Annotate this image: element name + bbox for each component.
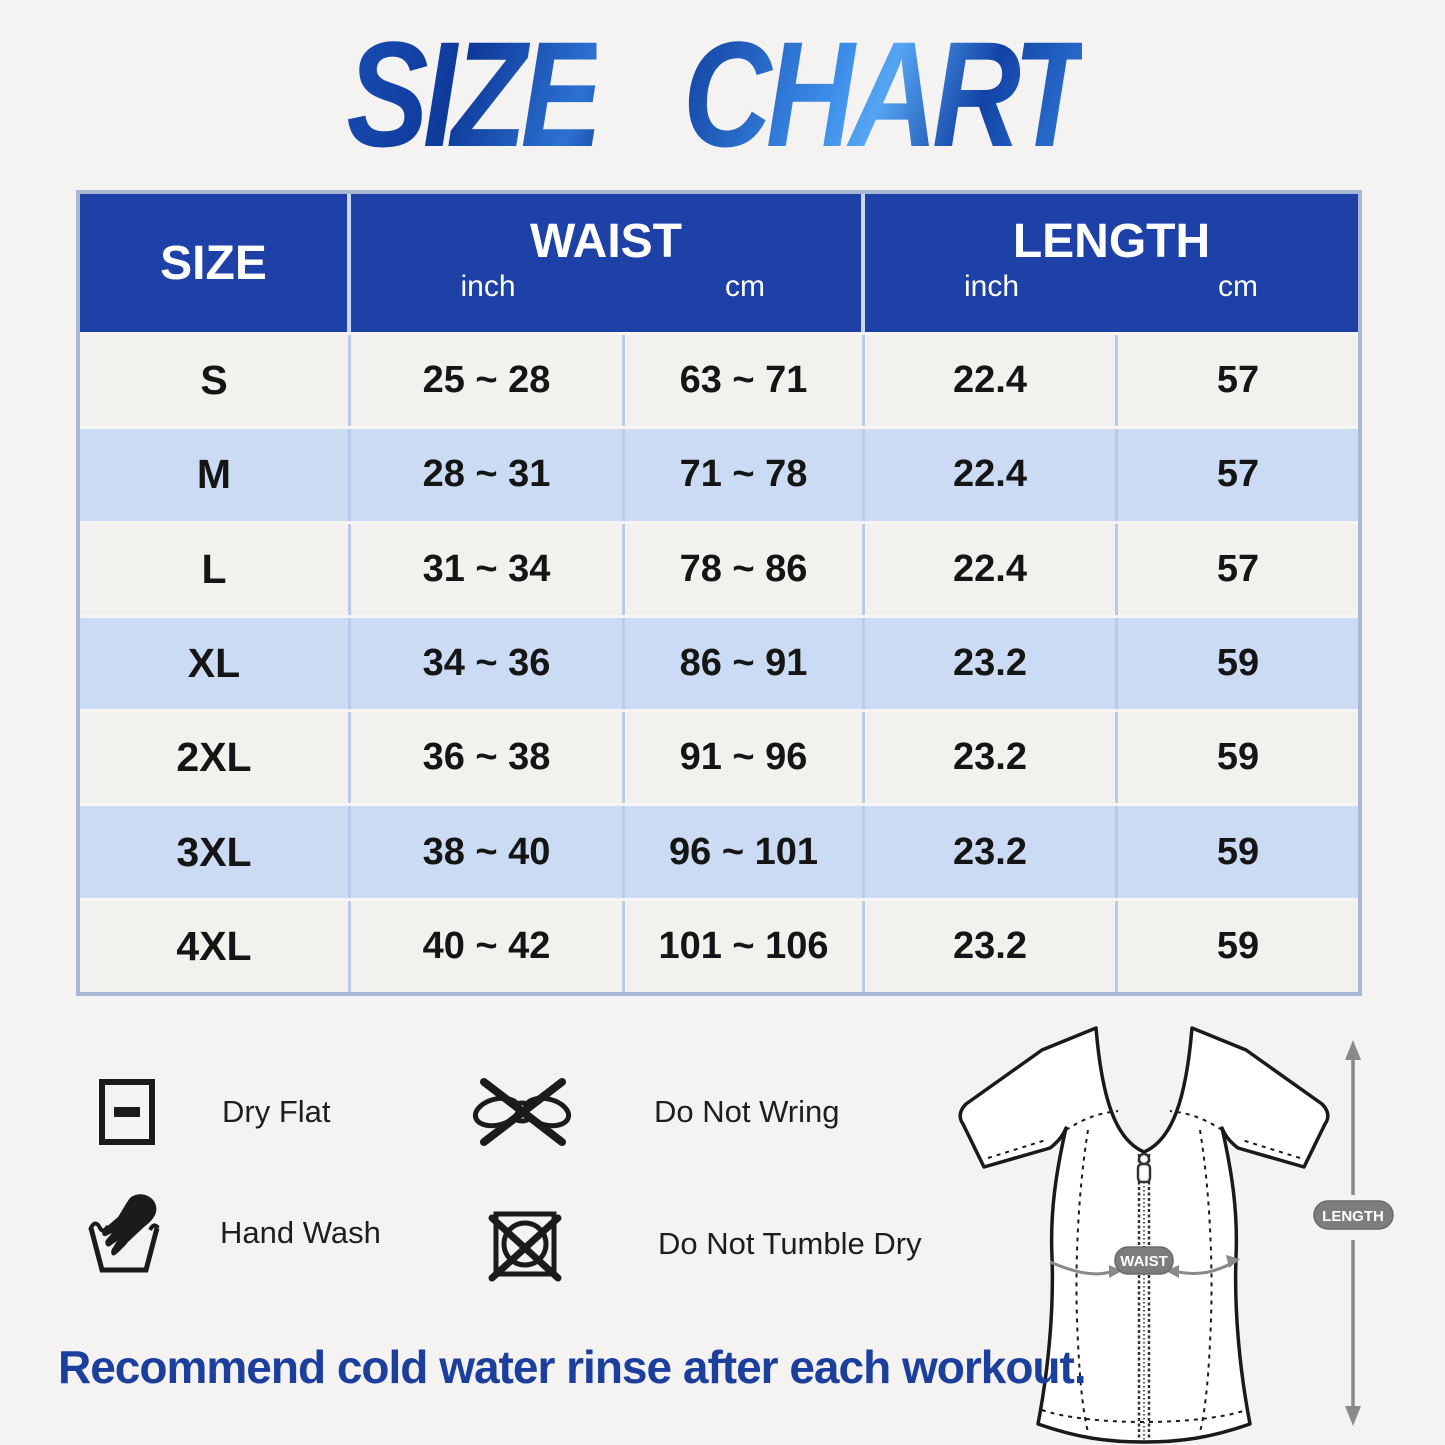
table-row [80, 332, 1358, 426]
cell-waist-inch: 28 ~ 31 [351, 429, 625, 520]
cell-length-cm: 57 [1216, 453, 1260, 496]
cell-waist-inch: 25 ~ 28 [351, 335, 625, 426]
care-label-do-not-tumble-dry: Do Not Tumble Dry [658, 1226, 922, 1261]
header-label-length: LENGTH [1012, 215, 1211, 268]
cell-size: XL [80, 618, 351, 709]
cell-size: S [80, 335, 351, 426]
cell-waist-cm: 63 ~ 71 [625, 335, 865, 426]
cell-waist-inch: 38 ~ 40 [351, 806, 625, 897]
cell-size: 2XL [80, 712, 351, 803]
size-table-header [80, 194, 1358, 332]
cell-length-inch: 23.2 [865, 618, 1118, 709]
care-label-dry-flat: Dry Flat [222, 1094, 331, 1129]
cell-waist-inch: 40 ~ 42 [351, 901, 625, 992]
cell-size: L [80, 524, 351, 615]
cell-length-inch: 22.4 [865, 335, 1118, 426]
dry-flat-icon [98, 1078, 156, 1146]
cell-waist-cm: 71 ~ 78 [625, 429, 865, 520]
cell-waist-inch: 36 ~ 38 [351, 712, 625, 803]
care-label-hand-wash: Hand Wash [220, 1215, 381, 1250]
cell-length-cm: 59 [1216, 641, 1260, 684]
cell-size: 4XL [80, 901, 351, 992]
cell-length-cm: 59 [1216, 736, 1260, 779]
cell-waist-cm: 96 ~ 101 [625, 806, 865, 897]
cell-size: M [80, 429, 351, 520]
page-title [0, 8, 1445, 181]
cell-length-inch: 23.2 [865, 712, 1118, 803]
table-row [80, 709, 1358, 803]
cell-length-cm: 57 [1216, 359, 1260, 402]
cell-waist-cm: 86 ~ 91 [625, 618, 865, 709]
size-table [76, 190, 1362, 996]
cell-length-inch: 23.2 [865, 806, 1118, 897]
cell-waist-cm: 91 ~ 96 [625, 712, 865, 803]
care-item-do-not-tumble-dry [486, 1206, 922, 1282]
cell-size: 3XL [80, 806, 351, 897]
hand-wash-icon [86, 1190, 162, 1276]
cell-length-cm: 59 [1216, 830, 1260, 873]
waist-badge-label: WAIST [1120, 1253, 1168, 1270]
footer-note: Recommend cold water rinse after each workout. [58, 1341, 1086, 1393]
header-unit-waist-inch: inch [460, 270, 516, 303]
table-row [80, 426, 1358, 520]
header-cell-waist [351, 194, 865, 332]
cell-length-inch: 22.4 [865, 429, 1118, 520]
header-unit-length-inch: inch [963, 270, 1020, 303]
cell-length-cm: 59 [1216, 924, 1260, 967]
waist-badge [1115, 1247, 1173, 1274]
cell-waist-cm: 78 ~ 86 [625, 524, 865, 615]
table-row [80, 615, 1358, 709]
title-word-chart: CHART [683, 8, 1083, 181]
do-not-tumble-dry-icon [486, 1206, 564, 1282]
table-row [80, 898, 1358, 992]
table-row [80, 803, 1358, 897]
header-label-waist: WAIST [530, 215, 682, 268]
title-word-size: SIZE [346, 8, 596, 181]
care-item-dry-flat [98, 1078, 331, 1146]
header-cell-size: SIZE [80, 194, 351, 332]
cell-length-cm: 57 [1216, 547, 1260, 590]
header-cell-length [865, 194, 1358, 332]
do-not-wring-icon [466, 1074, 578, 1150]
size-table-body [80, 332, 1358, 992]
header-unit-waist-cm: cm [725, 270, 765, 303]
table-row [80, 521, 1358, 615]
length-badge-label: LENGTH [1322, 1208, 1384, 1225]
care-label-do-not-wring: Do Not Wring [654, 1094, 840, 1129]
length-badge [1314, 1201, 1393, 1229]
cell-length-inch: 23.2 [865, 901, 1118, 992]
header-unit-length-cm: cm [1218, 270, 1258, 303]
cell-waist-inch: 34 ~ 36 [351, 618, 625, 709]
cell-waist-cm: 101 ~ 106 [625, 901, 865, 992]
care-item-hand-wash [86, 1190, 381, 1276]
cell-length-inch: 22.4 [865, 524, 1118, 615]
cell-waist-inch: 31 ~ 34 [351, 524, 625, 615]
care-item-do-not-wring [466, 1074, 840, 1150]
